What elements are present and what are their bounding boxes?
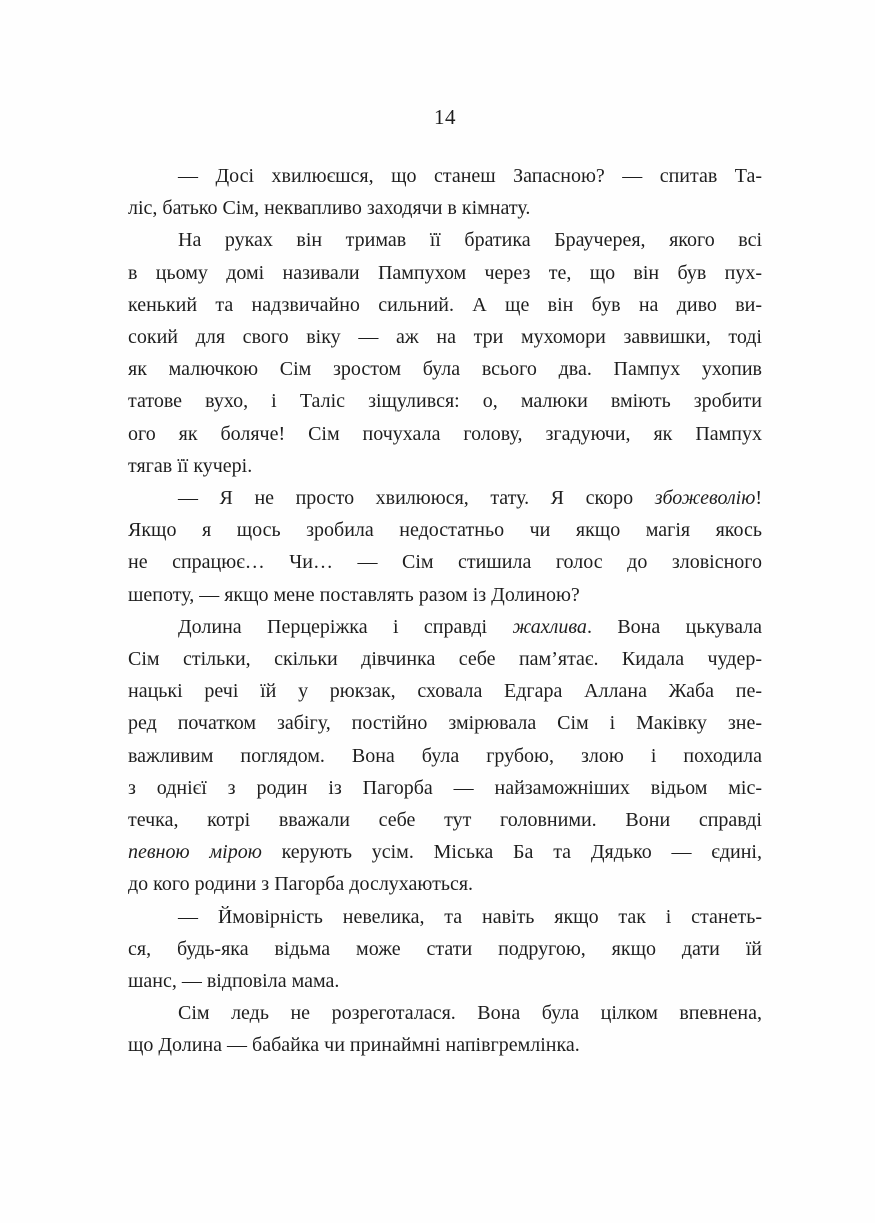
text-line — [128, 353, 762, 385]
text-line — [128, 836, 762, 868]
text-segment: в цьому домі називали Пампухом через те, що він був пух- — [128, 261, 762, 284]
text-line — [128, 868, 762, 900]
paragraph — [128, 482, 762, 611]
text-segment: Сім ледь не розреготалася. Вона була цілком впевнена, — [178, 1002, 762, 1025]
text-segment: Якщо я щось зробила недостатньо чи якщо магія якось — [128, 519, 762, 542]
text-segment: ого як боляче! Сім почухала голову, згадуючи, як Пампух — [128, 422, 762, 445]
paragraph — [128, 224, 762, 482]
text-line — [128, 901, 762, 933]
text-line — [128, 675, 762, 707]
text-line — [128, 997, 762, 1029]
text-line — [128, 192, 762, 224]
text-segment: важливим поглядом. Вона була грубою, злою і походила — [128, 744, 762, 767]
text-segment: На руках він тримав її братика Браучерея, якого всі — [178, 229, 762, 252]
italic-text-segment: певною мірою — [128, 841, 262, 864]
text-block — [128, 160, 762, 1062]
text-segment: до кого родини з Пагорба дослухаються. — [128, 873, 474, 896]
text-line — [128, 418, 762, 450]
italic-text-segment: збожеволію — [654, 487, 756, 510]
text-line — [128, 450, 762, 482]
italic-text-segment: жахлива — [512, 615, 587, 638]
text-segment: як малючкою Сім зростом була всього два. Пампух ухопив — [128, 358, 762, 381]
text-segment: . Вона цькувала — [586, 615, 762, 638]
text-line — [128, 579, 762, 611]
page-number: 14 — [434, 105, 456, 129]
text-segment: ред початком забігу, постійно змірювала Сім і Маківку зне- — [128, 712, 762, 735]
paragraph — [128, 997, 762, 1061]
text-line — [128, 1029, 762, 1061]
text-line — [128, 643, 762, 675]
text-segment: Долина Перцеріжка і справді — [178, 615, 513, 638]
text-line — [128, 611, 762, 643]
text-line — [128, 385, 762, 417]
text-line — [128, 257, 762, 289]
page-content — [128, 104, 762, 1062]
text-segment: — Ймовірність невелика, та навіть якщо так і станеть- — [178, 905, 762, 928]
text-segment: — Я не просто хвилююся, тату. Я скоро — [178, 487, 655, 510]
text-segment: шепоту, — якщо мене поставлять разом із Долиною? — [128, 583, 580, 606]
text-segment: Сім стільки, скільки дівчинка себе пам’ятає. Кидала чудер- — [128, 648, 762, 671]
text-segment: сокий для свого віку — аж на три мухомори заввишки, тоді — [128, 326, 762, 349]
text-line — [128, 772, 762, 804]
text-segment: що Долина — бабайка чи принаймні напівгремлінка. — [128, 1034, 580, 1057]
text-line — [128, 965, 762, 997]
text-line — [128, 804, 762, 836]
text-line — [128, 289, 762, 321]
text-segment: ! — [755, 487, 762, 510]
text-line — [128, 707, 762, 739]
text-segment: шанс, — відповіла мама. — [128, 970, 340, 993]
text-segment: нацькі речі їй у рюкзак, сховала Едгара Аллана Жаба пе- — [128, 680, 762, 703]
text-line — [128, 160, 762, 192]
paragraph — [128, 901, 762, 998]
text-line — [128, 933, 762, 965]
text-segment: ліс, батько Сім, неквапливо заходячи в кімнату. — [128, 197, 531, 220]
text-segment: татове вухо, і Таліс зіщулився: о, малюки вміють зробити — [128, 390, 762, 413]
text-segment: кенький та надзвичайно сильний. А ще він був на диво ви- — [128, 293, 762, 316]
text-line — [128, 224, 762, 256]
text-line — [128, 321, 762, 353]
text-segment: з однієї з родин із Пагорба — найзаможніших відьом міс- — [128, 776, 762, 799]
text-segment: не спрацює… Чи… — Сім стишила голос до зловісного — [128, 551, 762, 574]
text-segment: ся, будь-яка відьма може стати подругою, якщо дати їй — [128, 937, 762, 960]
text-segment: тягав її кучері. — [128, 454, 253, 477]
text-line — [128, 740, 762, 772]
text-segment: керують усім. Міська Ба та Дядько — єдині, — [261, 841, 762, 864]
paragraph — [128, 160, 762, 224]
text-segment: течка, котрі вважали себе тут головними. Вони справді — [128, 809, 762, 832]
text-line — [128, 514, 762, 546]
paragraph — [128, 611, 762, 901]
text-segment: — Досі хвилюєшся, що станеш Запасною? — спитав Та- — [178, 165, 762, 187]
text-line — [128, 546, 762, 578]
text-line — [128, 482, 762, 514]
